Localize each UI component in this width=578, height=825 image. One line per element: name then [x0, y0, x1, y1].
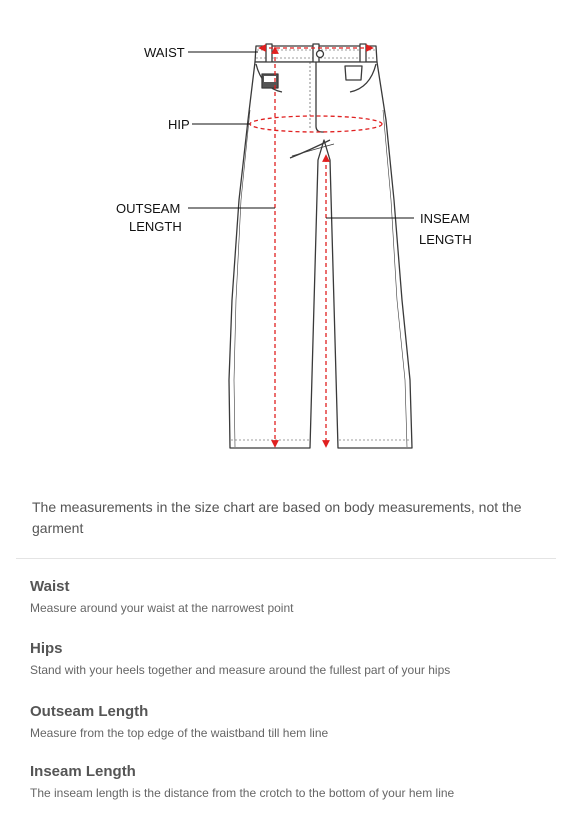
- outseam-section: [30, 703, 560, 741]
- inseam-section: [30, 763, 560, 801]
- section-divider: [16, 558, 556, 559]
- hips-section: [30, 640, 560, 678]
- outseam-title: Outseam Length: [30, 703, 149, 720]
- waist-title: Waist: [30, 578, 70, 595]
- hip-label: HIP: [168, 117, 190, 132]
- inseam-label-line2: LENGTH: [419, 232, 472, 247]
- hips-description: Stand with your heels together and measure around the fullest part of your hips: [30, 663, 451, 677]
- outseam-label-line1: OUTSEAM: [116, 201, 181, 216]
- hips-title: Hips: [30, 640, 63, 657]
- jeans-illustration-icon: [229, 44, 412, 448]
- inseam-description: The inseam length is the distance from the crotch to the bottom of your hem line: [30, 786, 455, 800]
- measurement-note: The measurements in the size chart are based on body measurements, not the garment: [32, 499, 522, 536]
- waist-description: Measure around your waist at the narrowest point: [30, 601, 294, 615]
- inseam-title: Inseam Length: [30, 763, 136, 780]
- outseam-description: Measure from the top edge of the waistband till hem line: [30, 726, 329, 740]
- waist-label: WAIST: [144, 45, 185, 60]
- outseam-label-line2: LENGTH: [129, 219, 182, 234]
- waist-section: [30, 578, 560, 616]
- inseam-label-line1: INSEAM: [420, 211, 470, 226]
